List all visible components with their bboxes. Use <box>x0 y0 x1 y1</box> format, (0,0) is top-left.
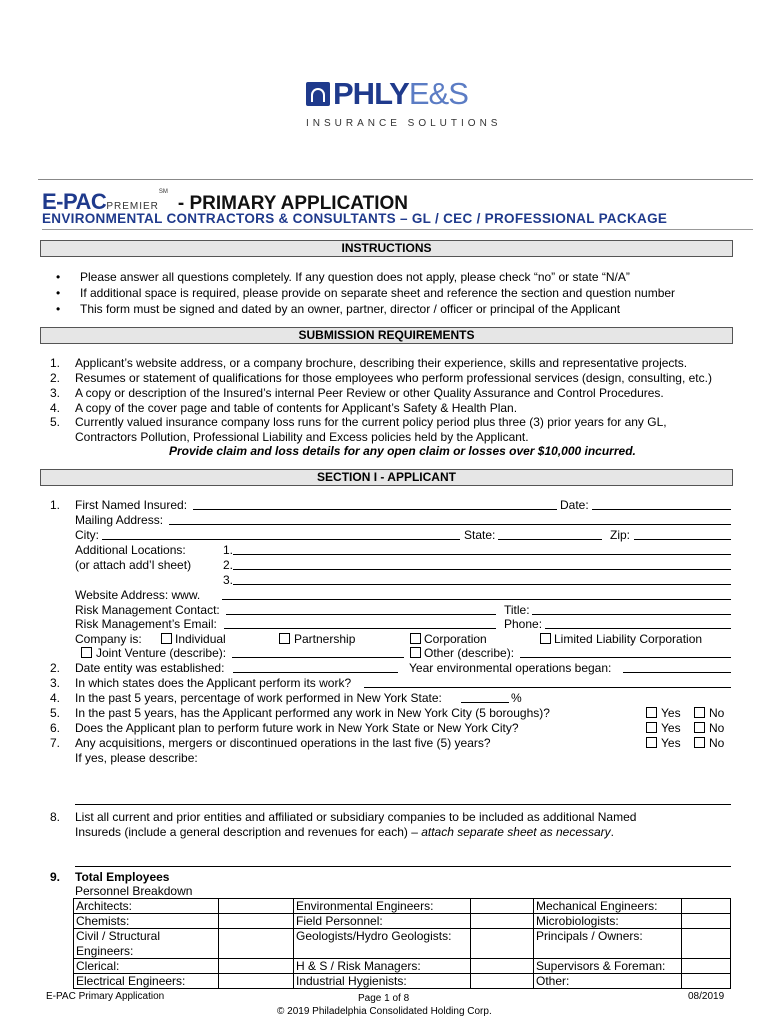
table-cell[interactable] <box>682 899 731 914</box>
submission-item-1: Applicant’s website address, or a company brochure, describing their experience, skills and representative projects. <box>75 356 688 370</box>
no-label: No <box>709 721 725 735</box>
page-title: E-PACPREMIER℠- PRIMARY APPLICATION <box>42 189 409 214</box>
table-cell[interactable]: Electrical Engineers: <box>74 974 219 989</box>
table-cell[interactable] <box>471 929 534 958</box>
header-divider <box>38 179 753 180</box>
yes-label: Yes <box>661 721 681 735</box>
section-1-header: SECTION I - APPLICANT <box>40 469 733 486</box>
q5-no-checkbox[interactable] <box>694 707 705 718</box>
q7-yes-checkbox[interactable] <box>646 737 657 748</box>
table-cell[interactable]: Microbiologists: <box>534 914 682 929</box>
table-cell[interactable]: Principals / Owners: <box>534 929 682 958</box>
title-field[interactable] <box>532 614 731 615</box>
other-describe-field[interactable] <box>520 657 731 658</box>
year-operations-field[interactable] <box>623 672 731 673</box>
item-number: 2. <box>50 371 61 385</box>
table-row <box>74 899 731 914</box>
risk-email-field[interactable] <box>224 628 496 629</box>
q8-field[interactable] <box>75 866 731 867</box>
q4-number: 4. <box>50 691 61 705</box>
q7-label: Any acquisitions, mergers or discontinued operations in the last five (5) years? <box>75 736 491 750</box>
submission-note: Provide claim and loss details for any open claim or losses over $10,000 incurred. <box>169 444 636 458</box>
table-cell[interactable] <box>682 929 731 958</box>
table-cell[interactable]: Geologists/Hydro Geologists: <box>294 929 471 958</box>
table-cell[interactable] <box>219 929 294 958</box>
mailing-address-label: Mailing Address: <box>75 513 164 527</box>
phly-logo <box>306 76 502 130</box>
table-cell[interactable]: Clerical: <box>74 958 219 973</box>
personnel-breakdown-label: Personnel Breakdown <box>75 884 193 898</box>
yes-label: Yes <box>661 706 681 720</box>
submission-header: SUBMISSION REQUIREMENTS <box>40 327 733 344</box>
table-cell[interactable] <box>682 958 731 973</box>
q3-label: In which states does the Applicant perform its work? <box>75 676 352 690</box>
q2-label: Date entity was established: <box>75 661 225 675</box>
states-field[interactable] <box>364 687 731 688</box>
employee-breakdown-table <box>73 898 731 989</box>
date-established-field[interactable] <box>233 672 398 673</box>
instruction-1: Please answer all questions completely. If any question does not apply, please check “no” or state “N/A” <box>80 270 630 284</box>
q5-yes-checkbox[interactable] <box>646 707 657 718</box>
risk-contact-field[interactable] <box>226 614 496 615</box>
submission-item-4: A copy of the cover page and table of contents for Applicant’s Safety & Health Plan. <box>75 401 518 415</box>
instructions-header: INSTRUCTIONS <box>40 240 733 257</box>
item-number: 4. <box>50 401 61 415</box>
q7-describe-label: If yes, please describe: <box>75 751 198 765</box>
item-number: 1. <box>50 356 61 370</box>
zip-field[interactable] <box>634 539 731 540</box>
city-field[interactable] <box>102 539 460 540</box>
first-named-insured-label: First Named Insured: <box>75 498 188 512</box>
percent-sign: % <box>511 691 522 705</box>
date-field[interactable] <box>592 509 731 510</box>
no-label: No <box>709 736 725 750</box>
partnership-checkbox[interactable] <box>279 633 290 644</box>
individual-label: Individual <box>175 632 226 646</box>
llc-checkbox[interactable] <box>540 633 551 644</box>
partnership-label: Partnership <box>294 632 356 646</box>
q6-no-checkbox[interactable] <box>694 722 705 733</box>
table-cell[interactable] <box>471 899 534 914</box>
liberty-bell-icon <box>306 82 330 106</box>
q2-number: 2. <box>50 661 61 675</box>
instruction-3: This form must be signed and dated by an owner, partner, director / officer or principal of the Applicant <box>80 302 621 316</box>
page-subtitle: ENVIRONMENTAL CONTRACTORS & CONSULTANTS – GL / CEC / PROFESSIONAL PACKAGE <box>42 211 668 226</box>
other-checkbox[interactable] <box>410 647 421 658</box>
q9-label: Total Employees <box>75 870 170 884</box>
risk-contact-label: Risk Management Contact: <box>75 603 220 617</box>
phone-label: Phone: <box>504 617 543 631</box>
no-label: No <box>709 706 725 720</box>
item-number: 5. <box>50 415 61 429</box>
zip-label: Zip: <box>610 528 631 542</box>
yes-label: Yes <box>661 736 681 750</box>
table-cell[interactable]: Chemists: <box>74 914 219 929</box>
q9-number: 9. <box>50 870 61 884</box>
table-cell[interactable]: Architects: <box>74 899 219 914</box>
table-row <box>74 958 731 973</box>
table-cell[interactable] <box>471 958 534 973</box>
table-cell[interactable] <box>219 899 294 914</box>
phone-field[interactable] <box>545 628 731 629</box>
logo-wordmark: PHLYE&S <box>333 76 468 111</box>
q5-label: In the past 5 years, has the Applicant performed any work in New York City (5 boroughs)? <box>75 706 550 720</box>
q6-label: Does the Applicant plan to perform future work in New York State or New York City? <box>75 721 519 735</box>
subtitle-divider <box>42 229 753 230</box>
table-cell[interactable] <box>219 958 294 973</box>
table-cell[interactable]: H & S / Risk Managers: <box>294 958 471 973</box>
date-label: Date: <box>560 498 589 512</box>
table-row <box>74 974 731 989</box>
submission-item-3: A copy or description of the Insured’s internal Peer Review or other Quality Assurance and Control Procedures. <box>75 386 664 400</box>
location-2-field[interactable] <box>233 569 731 570</box>
table-cell[interactable]: Supervisors & Foreman: <box>534 958 682 973</box>
footer-date: 08/2019 <box>688 991 725 1002</box>
q5-number: 5. <box>50 706 61 720</box>
table-cell[interactable]: Environmental Engineers: <box>294 899 471 914</box>
state-field[interactable] <box>498 539 602 540</box>
state-label: State: <box>464 528 496 542</box>
other-describe-label: Other (describe): <box>424 646 515 660</box>
submission-item-5-cont: Contractors Pollution, Professional Liability and Excess policies held by the Applicant. <box>75 430 529 444</box>
location-number: 3. <box>223 573 234 587</box>
footer-form-name: E-PAC Primary Application <box>46 991 165 1002</box>
table-row <box>74 914 731 929</box>
individual-checkbox[interactable] <box>161 633 172 644</box>
risk-email-label: Risk Management’s Email: <box>75 617 217 631</box>
corporation-label: Corporation <box>424 632 487 646</box>
instruction-2: If additional space is required, please provide on separate sheet and reference the section and question number <box>80 286 676 300</box>
website-label: Website Address: www. <box>75 588 201 602</box>
q7-no-checkbox[interactable] <box>694 737 705 748</box>
q1-number: 1. <box>50 498 61 512</box>
company-is-label: Company is: <box>75 632 142 646</box>
table-cell[interactable]: Field Personnel: <box>294 914 471 929</box>
joint-venture-label: Joint Venture (describe): <box>96 646 227 660</box>
attach-sheet-note: (or attach add’l sheet) <box>75 558 192 572</box>
logo-tagline: INSURANCE SOLUTIONS <box>306 118 502 129</box>
q7-number: 7. <box>50 736 61 750</box>
joint-venture-checkbox[interactable] <box>81 647 92 658</box>
bullet: • <box>56 270 61 284</box>
location-number: 1. <box>223 543 234 557</box>
q2b-label: Year environmental operations began: <box>409 661 612 675</box>
table-cell[interactable] <box>471 914 534 929</box>
footer-copyright: © 2019 Philadelphia Consolidated Holding Corp. <box>277 1006 492 1017</box>
table-cell[interactable]: Mechanical Engineers: <box>534 899 682 914</box>
q8-line-2: Insureds (include a general description and revenues for each) – attach separate sheet as necessary. <box>75 825 615 839</box>
q8-line-1: List all current and prior entities and affiliated or subsidiary companies to be included as additional Named <box>75 810 637 824</box>
item-number: 3. <box>50 386 61 400</box>
location-1-field[interactable] <box>233 554 731 555</box>
table-cell[interactable] <box>471 974 534 989</box>
table-row <box>74 929 731 958</box>
q6-yes-checkbox[interactable] <box>646 722 657 733</box>
table-cell[interactable]: Industrial Hygienists: <box>294 974 471 989</box>
ny-percentage-field[interactable] <box>461 702 509 703</box>
submission-item-5: Currently valued insurance company loss runs for the current policy period plus three (3) prior years for any GL, <box>75 415 667 429</box>
joint-venture-field[interactable] <box>232 657 404 658</box>
q3-number: 3. <box>50 676 61 690</box>
website-field[interactable] <box>222 599 731 600</box>
table-cell[interactable]: Civil / Structural Engineers: <box>74 929 219 958</box>
bullet: • <box>56 286 61 300</box>
submission-item-2: Resumes or statement of qualifications for those employees who perform professional services (design, consulting, etc.) <box>75 371 712 385</box>
table-cell[interactable] <box>682 914 731 929</box>
llc-label: Limited Liability Corporation <box>554 632 703 646</box>
city-label: City: <box>75 528 99 542</box>
table-cell[interactable] <box>682 974 731 989</box>
q8-number: 8. <box>50 810 61 824</box>
q7-describe-field[interactable] <box>75 804 731 805</box>
bullet: • <box>56 302 61 316</box>
mailing-address-field[interactable] <box>169 524 731 525</box>
table-cell[interactable] <box>219 974 294 989</box>
corporation-checkbox[interactable] <box>410 633 421 644</box>
q6-number: 6. <box>50 721 61 735</box>
first-named-insured-field[interactable] <box>193 509 557 510</box>
footer-page-number: Page 1 of 8 <box>358 993 410 1004</box>
additional-locations-label: Additional Locations: <box>75 543 186 557</box>
title-label: Title: <box>504 603 530 617</box>
table-cell[interactable]: Other: <box>534 974 682 989</box>
location-number: 2. <box>223 558 234 572</box>
table-cell[interactable] <box>219 914 294 929</box>
location-3-field[interactable] <box>233 584 731 585</box>
q4-label: In the past 5 years, percentage of work performed in New York State: <box>75 691 442 705</box>
